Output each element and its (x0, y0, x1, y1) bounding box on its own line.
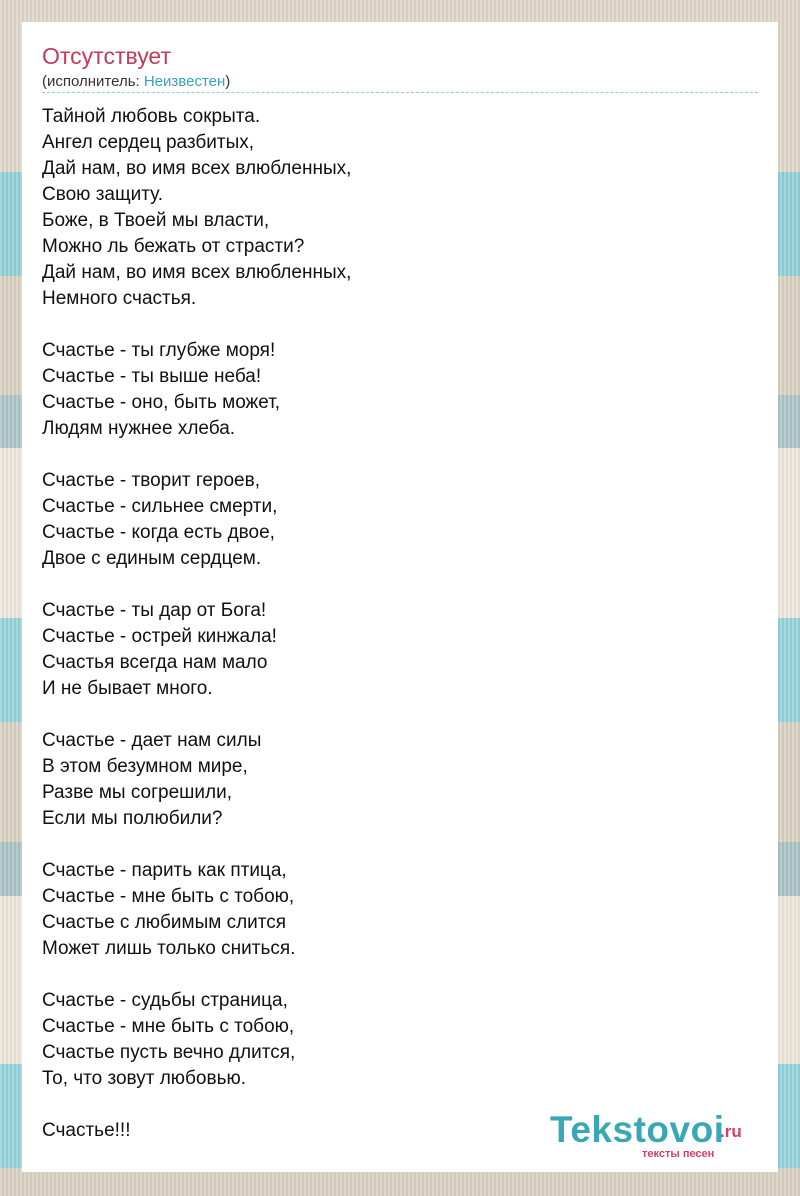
lyric-line: Дай нам, во имя всех влюбленных, (42, 262, 352, 283)
song-title: Отсутствует (42, 43, 171, 69)
artist-suffix: ) (225, 73, 231, 90)
lyric-line: Дай нам, во имя всех влюбленных, (42, 158, 352, 179)
lyrics-stanza (42, 338, 742, 442)
lyric-line: В этом безумном мире, (42, 756, 248, 777)
artist-link[interactable]: Неизвестен (143, 73, 226, 90)
lyrics-body (42, 104, 742, 1144)
lyrics-stanza (42, 858, 742, 962)
lyric-line: Немного счастья. (42, 288, 197, 309)
lyric-line: Счастья всегда нам мало (42, 652, 268, 673)
lyrics-card (22, 22, 778, 1172)
logo-wordmark: Tekstovoi (550, 1109, 725, 1150)
lyric-line: Счастье - оно, быть может, (42, 392, 281, 413)
artist-line (42, 72, 230, 92)
lyric-line: Тайной любовь сокрыта. (42, 106, 261, 127)
lyric-line: Разве мы согрешили, (42, 782, 233, 803)
lyric-line: Можно ль бежать от страсти? (42, 236, 305, 257)
lyric-line: Счастье - мне быть с тобою, (42, 1016, 295, 1037)
lyric-line: То, что зовут любовью. (42, 1068, 247, 1089)
lyrics-stanza (42, 988, 742, 1092)
logo-tld: .ru (720, 1122, 742, 1141)
lyric-line: Счастье - парить как птица, (42, 860, 287, 881)
site-logo[interactable] (550, 1108, 770, 1164)
lyric-line: И не бывает много. (42, 678, 213, 699)
lyric-line: Счастье с любимым слится (42, 912, 287, 933)
lyric-line: Счастье - ты выше неба! (42, 366, 262, 387)
lyric-line: Людям нужнее хлеба. (42, 418, 236, 439)
lyric-line: Ангел сердец разбитых, (42, 132, 255, 153)
divider (42, 92, 758, 93)
lyric-line: Счастье - сильнее смерти, (42, 496, 278, 517)
lyrics-stanza (42, 104, 742, 312)
lyric-line: Счастье - ты глубже моря! (42, 340, 276, 361)
lyric-line: Счастье - острей кинжала! (42, 626, 277, 647)
lyric-line: Счастье - творит героев, (42, 470, 260, 491)
lyric-line: Счастье - дает нам силы (42, 730, 262, 751)
lyrics-stanza (42, 728, 742, 832)
lyric-line: Боже, в Твоей мы власти, (42, 210, 270, 231)
lyric-line: Счастье - мне быть с тобою, (42, 886, 295, 907)
lyrics-stanza (42, 468, 742, 572)
lyric-line: Счастье - ты дар от Бога! (42, 600, 267, 621)
lyric-line: Свою защиту. (42, 184, 164, 205)
artist-prefix: (исполнитель: (42, 73, 144, 90)
lyric-line: Счастье - судьбы страница, (42, 990, 288, 1011)
lyric-line: Счастье - когда есть двое, (42, 522, 275, 543)
lyrics-stanza (42, 598, 742, 702)
lyric-line: Счастье пусть вечно длится, (42, 1042, 296, 1063)
lyric-line: Двое с единым сердцем. (42, 548, 262, 569)
lyric-line: Счастье!!! (42, 1120, 131, 1141)
lyric-line: Может лишь только сниться. (42, 938, 296, 959)
lyric-line: Если мы полюбили? (42, 808, 223, 829)
logo-tagline: тексты песен (642, 1148, 715, 1160)
